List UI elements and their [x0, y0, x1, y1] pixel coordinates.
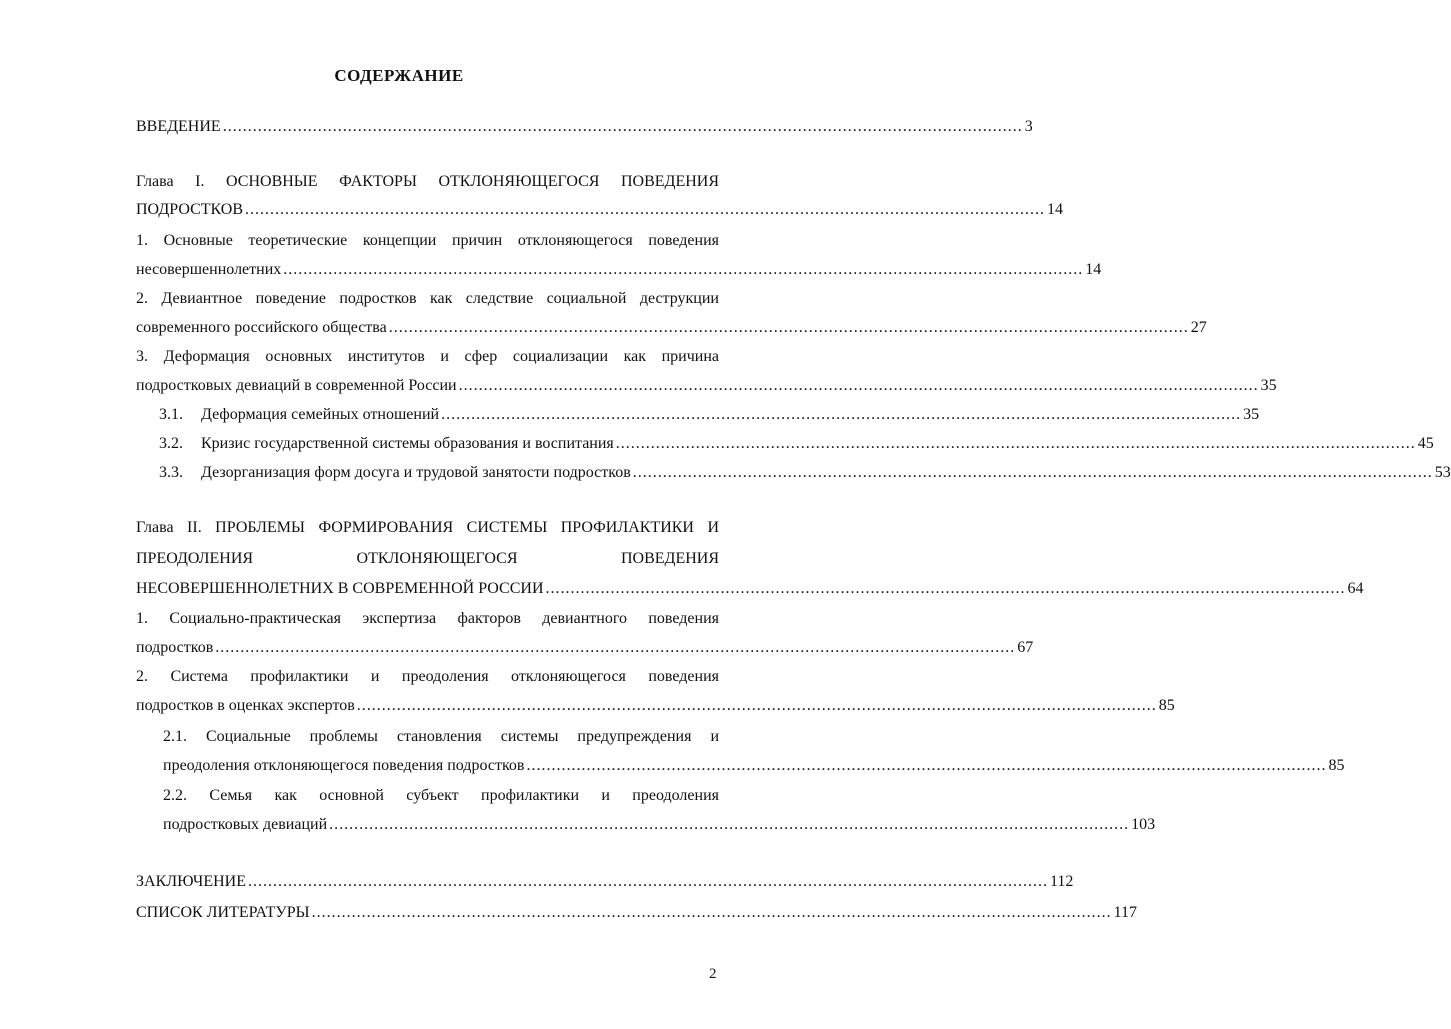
toc-entry-references[interactable]: СПИСОК ЛИТЕРАТУРЫ ................................................................................................................................................................ 117 — [136, 904, 1137, 921]
section-2-2-line[interactable]: 2. Система профилактики и преодоления отклоняющегося поведения — [136, 668, 719, 685]
chapter-2-heading[interactable]: Глава II. ПРОБЛЕМЫ ФОРМИРОВАНИЯ СИСТЕМЫ ПРОФИЛАКТИКИ И — [136, 519, 719, 536]
section-1-3-line[interactable]: 3. Деформация основных институтов и сфер социализации как причина — [136, 348, 719, 365]
page-number: 2 — [709, 966, 717, 982]
toc-entry-introduction[interactable]: ВВЕДЕНИЕ ................................................................................................................................................................ 3 — [136, 118, 1033, 135]
section-2-1-line[interactable]: 1. Социально-практическая экспертиза факторов девиантного поведения — [136, 610, 719, 627]
subsection-3-2-entry[interactable]: 3.2. Кризис государственной системы образования и воспитания ................................................................................................................................................................ 45 — [159, 435, 1434, 452]
section-1-2-entry[interactable]: современного российского общества ................................................................................................................................................................ 27 — [136, 319, 1207, 336]
section-1-2-line[interactable]: 2. Девиантное поведение подростков как следствие социальной деструкции — [136, 290, 719, 307]
chapter-1-heading[interactable]: Глава I. ОСНОВНЫЕ ФАКТОРЫ ОТКЛОНЯЮЩЕГОСЯ ПОВЕДЕНИЯ — [136, 173, 719, 190]
section-1-1-line[interactable]: 1. Основные теоретические концепции причин отклоняющегося поведения — [136, 232, 719, 249]
chapter-2-heading-line-2[interactable]: ПРЕОДОЛЕНИЯ ОТКЛОНЯЮЩЕГОСЯ ПОВЕДЕНИЯ — [136, 550, 719, 567]
subsection-2-1-line[interactable]: 2.1. Социальные проблемы становления системы предупреждения и — [163, 728, 719, 745]
chapter-1-heading-end[interactable]: ПОДРОСТКОВ ................................................................................................................................................................ 14 — [136, 201, 1064, 218]
toc-entry-conclusion[interactable]: ЗАКЛЮЧЕНИЕ ................................................................................................................................................................ 112 — [136, 873, 1074, 890]
page-title: СОДЕРЖАНИЕ — [334, 66, 464, 85]
section-1-1-entry[interactable]: несовершеннолетних ................................................................................................................................................................ 14 — [136, 261, 1102, 278]
subsection-2-2-entry[interactable]: подростковых девиаций ................................................................................................................................................................ 103 — [163, 816, 1156, 833]
chapter-2-heading-end[interactable]: НЕСОВЕРШЕННОЛЕТНИХ В СОВРЕМЕННОЙ РОССИИ ................................................................................................................................................................ 64 — [136, 580, 1364, 597]
subsection-3-3-entry[interactable]: 3.3. Дезорганизация форм досуга и трудовой занятости подростков ................................................................................................................................................................ 53 — [159, 464, 1451, 481]
subsection-3-1-entry[interactable]: 3.1. Деформация семейных отношений ................................................................................................................................................................ 35 — [159, 406, 1260, 423]
subsection-2-2-line[interactable]: 2.2. Семья как основной субъект профилактики и преодоления — [163, 787, 719, 804]
section-2-1-entry[interactable]: подростков ................................................................................................................................................................ 67 — [136, 639, 1034, 656]
subsection-2-1-entry[interactable]: преодоления отклоняющегося поведения подростков ................................................................................................................................................................ 85 — [163, 757, 1345, 774]
section-1-3-entry[interactable]: подростковых девиаций в современной России ................................................................................................................................................................ 35 — [136, 377, 1277, 394]
section-2-2-entry[interactable]: подростков в оценках экспертов ................................................................................................................................................................ 85 — [136, 697, 1175, 714]
